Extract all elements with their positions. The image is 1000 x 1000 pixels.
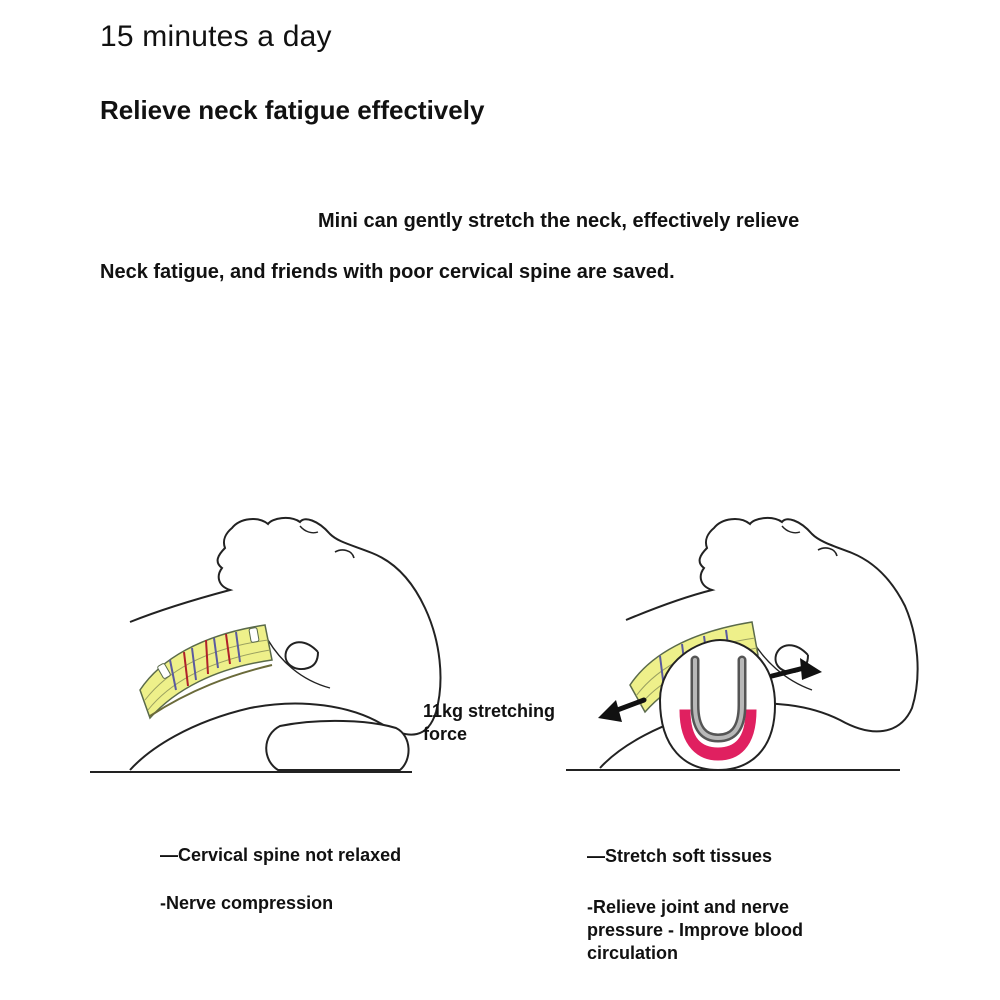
right-nose-outline: [782, 526, 800, 533]
left-nose-outline: [300, 526, 318, 533]
left-ear-outline: [286, 642, 318, 669]
force-label-line-2: force: [423, 724, 468, 744]
left-eye-outline: [335, 550, 354, 558]
right-caption-item-2: -Relieve joint and nerve pressure - Improve blood circulation: [587, 897, 804, 963]
force-label-line-1: 11kg stretching: [423, 701, 556, 721]
right-figure: [566, 518, 918, 770]
left-caption-item-1: —Cervical spine not relaxed: [160, 845, 402, 865]
left-caption-item-2: -Nerve compression: [160, 893, 334, 913]
left-figure: [90, 518, 440, 772]
description-line-1: Mini can gently stretch the neck, effectively relieve: [318, 210, 800, 232]
right-eye-outline: [818, 548, 837, 556]
force-label: [423, 700, 555, 746]
left-pillow: [266, 721, 408, 770]
description-line-2: Neck fatigue, and friends with poor cervical spine are saved.: [100, 261, 675, 283]
right-u-pillow: [660, 640, 775, 770]
left-spine: [140, 625, 272, 718]
right-caption-item-1: —Stretch soft tissues: [587, 846, 773, 866]
page-subtitle: Relieve neck fatigue effectively: [100, 95, 485, 125]
left-jaw-outline: [268, 640, 330, 688]
page-title: 15 minutes a day: [100, 20, 332, 53]
stretch-arrow-left-icon: [598, 700, 644, 722]
